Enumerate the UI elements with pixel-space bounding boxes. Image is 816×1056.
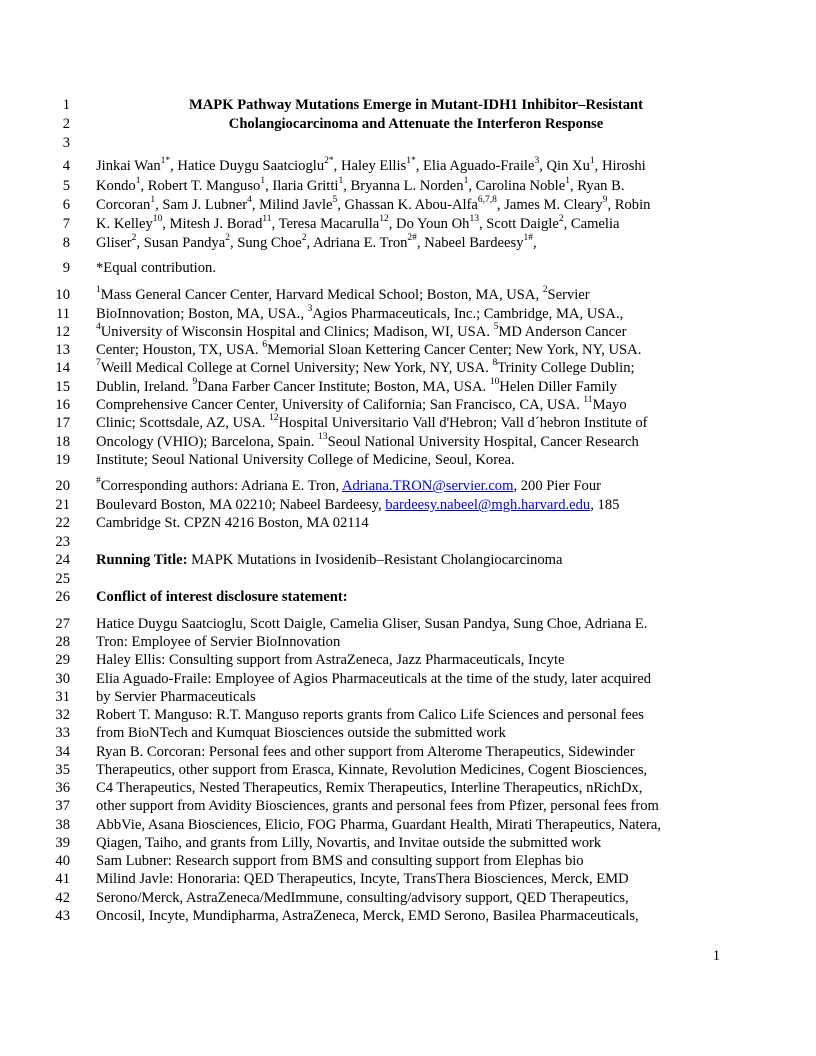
affiliation-line: Center; Houston, TX, USA. $^6$Memorial Sloan Kettering Cancer Center; New York, NY, USA. xyxy=(96,340,642,358)
coi-line: Elia Aguado-Fraile: Employee of Agios Pharmaceuticals at the time of the study, later acquired xyxy=(96,671,652,687)
line-number: 19 xyxy=(55,452,70,468)
line-number: 27 xyxy=(55,616,70,632)
coi-line: Sam Lubner: Research support from BMS and consulting support from Elephas bio xyxy=(96,853,584,869)
coi-line: Hatice Duygu Saatcioglu, Scott Daigle, Camelia Gliser, Susan Pandya, Sung Choe, Adriana E. xyxy=(96,616,648,632)
line-number: 7 xyxy=(62,216,70,232)
line-number: 2 xyxy=(62,116,70,132)
corresponding-line: Boulevard Boston, MA 02210; Nabeel Bardeesy, bardeesy.nabeel@mgh.harvard.edu, 185 xyxy=(96,497,620,513)
corresponding-line: Cambridge St. CPZN 4216 Boston, MA 02114 xyxy=(96,515,369,531)
line-number: 43 xyxy=(55,908,70,924)
line-number: 28 xyxy=(55,634,70,650)
coi-heading: Conflict of interest disclosure statement: xyxy=(96,589,348,605)
running-title-text: MAPK Mutations in Ivosidenib–Resistant Cholangiocarcinoma xyxy=(187,552,563,568)
line-number: 30 xyxy=(55,671,70,687)
title-line-1: MAPK Pathway Mutations Emerge in Mutant-IDH1 Inhibitor–Resistant xyxy=(188,97,644,113)
line-number: 29 xyxy=(55,652,70,668)
line-number: 32 xyxy=(55,707,70,723)
line-number: 38 xyxy=(55,817,70,833)
coi-line: other support from Avidity Biosciences, grants and personal fees from Pfizer, personal fees from xyxy=(96,798,659,814)
page-number: 1 xyxy=(712,948,720,964)
line-number: 41 xyxy=(55,871,70,887)
line-number: 4 xyxy=(62,158,70,174)
line-number: 5 xyxy=(62,178,70,194)
affiliation-line: BioInnovation; Boston, MA, USA., $^3$Agios Pharmaceuticals, Inc.; Cambridge, MA, USA., xyxy=(96,304,624,322)
line-number: 37 xyxy=(55,798,70,814)
running-title-label: Running Title: xyxy=(96,552,188,568)
line-number: 3 xyxy=(62,135,70,151)
equal-contribution-note: *Equal contribution. xyxy=(96,260,216,276)
author-line: Gliser$^2$, Susan Pandya$^2$, Sung Choe$^2$, Adriana E. Tron$^{2\#}$, Nabeel Bardeesy$^{1\#}$, xyxy=(96,233,537,251)
line-number: 26 xyxy=(55,589,70,605)
coi-line: Tron: Employee of Servier BioInnovation xyxy=(96,634,341,650)
line-number: 22 xyxy=(55,515,70,531)
coi-line: Haley Ellis: Consulting support from AstraZeneca, Jazz Pharmaceuticals, Incyte xyxy=(96,652,565,668)
affiliation-line: Clinic; Scottsdale, AZ, USA. $^{12}$Hospital Universitario Vall d'Hebron; Vall d´hebron Institute of xyxy=(96,413,648,431)
running-title xyxy=(96,551,736,569)
line-number: 34 xyxy=(55,744,70,760)
author-line: K. Kelley$^{10}$, Mitesh J. Borad$^{11}$, Teresa Macarulla$^{12}$, Do Youn Oh$^{13}$, Scott Daigle$^2$, Camelia xyxy=(96,214,620,232)
coi-line: Robert T. Manguso: R.T. Manguso reports grants from Calico Life Sciences and personal fees xyxy=(96,707,644,723)
line-number: 1 xyxy=(62,97,70,113)
email-link-tron[interactable]: Adriana.TRON@servier.com xyxy=(341,478,514,494)
line-number: 13 xyxy=(55,342,70,358)
corresponding-line: #Corresponding authors: Adriana E. Tron, Adriana.TRON@servier.com, 200 Pier Four xyxy=(96,476,602,494)
email-link-bardeesy[interactable]: bardeesy.nabeel@mgh.harvard.edu xyxy=(385,497,591,513)
line-number: 33 xyxy=(55,725,70,741)
affiliation-line: $^1$Mass General Cancer Center, Harvard Medical School; Boston, MA, USA, $^2$Servier xyxy=(96,285,590,303)
line-number: 16 xyxy=(55,397,70,413)
coi-line: Milind Javle: Honoraria: QED Therapeutics, Incyte, TransThera Biosciences, Merck, EMD xyxy=(96,871,629,887)
line-number: 14 xyxy=(55,360,70,376)
affiliation-line: $^7$Weill Medical College at Cornel University; New York, NY, USA. $^8$Trinity College Dublin; xyxy=(96,358,635,376)
affiliation-line: $^4$University of Wisconsin Hospital and Clinics; Madison, WI, USA. $^5$MD Anderson Cancer xyxy=(96,322,627,340)
line-number: 31 xyxy=(55,689,70,705)
line-number: 10 xyxy=(55,287,70,303)
line-number: 11 xyxy=(55,306,70,322)
affiliation-line: Comprehensive Cancer Center, University of California; San Francisco, CA, USA. $^{11}$Mayo xyxy=(96,395,627,413)
line-number: 40 xyxy=(55,853,70,869)
coi-line: Serono/Merck, AstraZeneca/MedImmune, consulting/advisory support, QED Therapeutics, xyxy=(96,890,629,906)
line-number: 24 xyxy=(55,552,70,568)
coi-line: Qiagen, Taiho, and grants from Lilly, Novartis, and Invitae outside the submitted work xyxy=(96,835,602,851)
line-number: 17 xyxy=(55,415,70,431)
affiliation-line: Dublin, Ireland. $^9$Dana Farber Cancer Institute; Boston, MA, USA. $^{10}$Helen Diller Family xyxy=(96,377,617,395)
author-line: Jinkai Wan$^{1*}$, Hatice Duygu Saatcioglu$^{2*}$, Haley Ellis$^{1*}$, Elia Aguado-Fraile$^3$, Qin Xu$^1$, Hiroshi xyxy=(96,156,646,174)
author-line: Corcoran$^1$, Sam J. Lubner$^4$, Milind Javle$^5$, Ghassan K. Abou-Alfa$^{6,7,8}$, James M. Cleary$^9$, Robin xyxy=(96,195,651,213)
coi-line: Oncosil, Incyte, Mundipharma, AstraZeneca, Merck, EMD Serono, Basilea Pharmaceuticals, xyxy=(96,908,639,924)
line-number: 39 xyxy=(55,835,70,851)
line-number: 42 xyxy=(55,890,70,906)
line-number: 9 xyxy=(62,260,70,276)
coi-line: Ryan B. Corcoran: Personal fees and other support from Alterome Therapeutics, Sidewinder xyxy=(96,744,635,760)
line-number: 36 xyxy=(55,780,70,796)
line-number: 15 xyxy=(55,379,70,395)
line-number: 21 xyxy=(55,497,70,513)
line-number: 20 xyxy=(55,478,70,494)
affiliation-line: Institute; Seoul National University College of Medicine, Seoul, Korea. xyxy=(96,452,515,468)
coi-line: by Servier Pharmaceuticals xyxy=(96,689,256,705)
line-number: 18 xyxy=(55,434,70,450)
line-number: 12 xyxy=(55,324,70,340)
coi-line: C4 Therapeutics, Nested Therapeutics, Remix Therapeutics, Interline Therapeutics, nRichDx, xyxy=(96,780,643,796)
affiliation-line: Oncology (VHIO); Barcelona, Spain. $^{13}$Seoul National University Hospital, Cancer Research xyxy=(96,432,639,450)
line-number: 8 xyxy=(62,235,70,251)
line-number: 25 xyxy=(55,571,70,587)
title-line-2: Cholangiocarcinoma and Attenuate the Interferon Response xyxy=(228,116,604,132)
author-line: Kondo$^1$, Robert T. Manguso$^1$, Ilaria Gritti$^1$, Bryanna L. Norden$^1$, Carolina Noble$^1$, Ryan B. xyxy=(96,176,625,194)
line-number: 6 xyxy=(62,197,70,213)
line-number: 23 xyxy=(55,534,70,550)
coi-line: AbbVie, Asana Biosciences, Elicio, FOG Pharma, Guardant Health, Mirati Therapeutics, Natera, xyxy=(96,817,662,833)
coi-line: from BioNTech and Kumquat Biosciences outside the submitted work xyxy=(96,725,506,741)
coi-line: Therapeutics, other support from Erasca, Kinnate, Revolution Medicines, Cogent Biosciences, xyxy=(96,762,648,778)
line-number: 35 xyxy=(55,762,70,778)
